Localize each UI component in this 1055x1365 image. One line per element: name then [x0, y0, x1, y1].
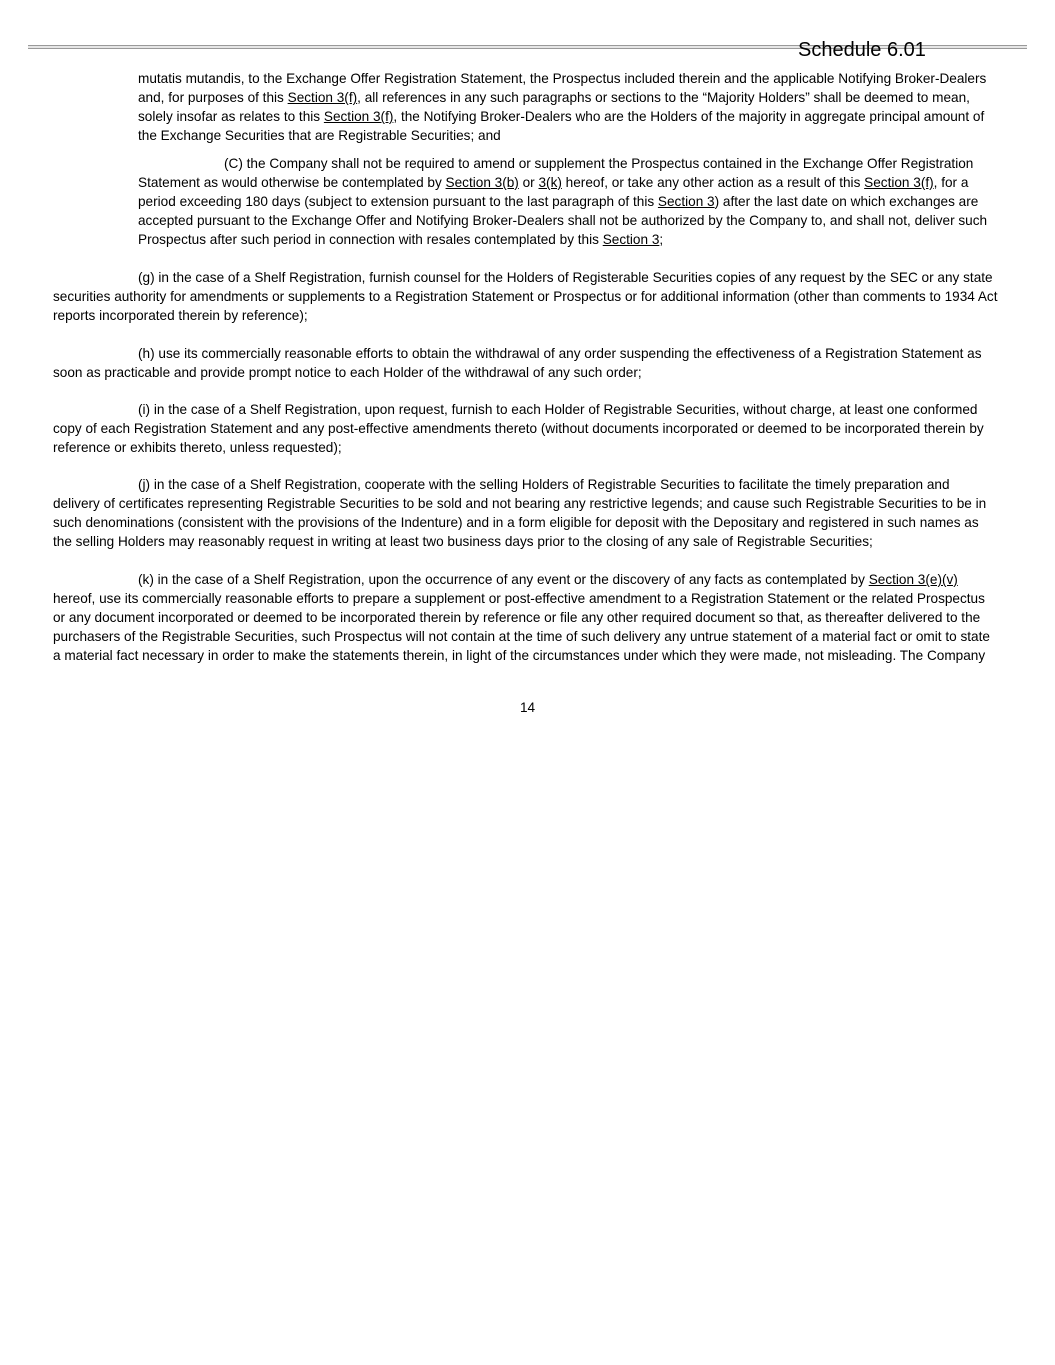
clause-h-text: (h) use its commercially reasonable efforts to obtain the withdrawal of any order suspending the effectiveness of a Registration Statement as soon as practicable and provide prompt notice to each Holder of the withdrawal of any such order;: [53, 346, 982, 380]
section-ref-3f: Section 3(f): [864, 175, 934, 190]
clause-g-text: (g) in the case of a Shelf Registration, furnish counsel for the Holders of Registerable Securities copies of any request by the SEC or any state securities authority for amendments or supplements to a Registration Statement or Prospectus or for additional information (other than comments to 1934 Act reports incorporated therein by reference);: [53, 270, 998, 323]
schedule-label: Schedule 6.01: [798, 39, 926, 61]
section-ref-3ev: Section 3(e)(v): [868, 572, 958, 587]
section-ref-3b: Section 3(b): [445, 175, 519, 190]
clause-c-text-4: , for a period exceeding 180 days (subject to extension pursuant to the last paragraph of this: [138, 175, 969, 209]
clause-j-text: (j) in the case of a Shelf Registration, cooperate with the selling Holders of Registrable Securities to facilitate the timely preparation and delivery of certificates representing Registrable Securities to be sold and not bearing any restrictive legends; and cause such Registrable Securities to be in such denominations (consistent with the provisions of the Indenture) and in a form eligible for deposit with the Depositary and registered in such names as the selling Holders may reasonably request in writing at least two business days prior to the closing of any sale of Registrable Securities;: [53, 477, 987, 549]
continuation-text-3: , the Notifying Broker-Dealers who are the Holders of the majority in aggregate principal amount of the Exchange Securities that are Registrable Securities; and: [138, 109, 985, 143]
section-ref-3: Section 3: [657, 194, 715, 209]
clause-g-paragraph: [53, 268, 999, 325]
clause-c-text-6: ;: [659, 232, 664, 247]
clause-c-text-3: hereof, or take any other action as a result of this: [561, 175, 865, 190]
clause-k-text-2: hereof, use its commercially reasonable efforts to prepare a supplement or post-effective amendment to a Registration Statement or the related Prospectus or any document incorporated or deemed to be incorporated therein by reference or file any other required document so that, as thereafter delivered to the purchasers of the Registrable Securities, such Prospectus will not contain at the time of such delivery any untrue statement of a material fact or omit to state a material fact necessary in order to make the statements therein, in light of the circumstances under which they were made, not misleading. The Company: [53, 591, 990, 663]
continuation-paragraph: [138, 69, 998, 145]
clause-k-paragraph: [53, 570, 999, 665]
clause-k-text-1: (k) in the case of a Shelf Registration, upon the occurrence of any event or the discovery of any facts as contemplated by: [138, 572, 869, 587]
clause-c-text-1: (C) the Company shall not be required to amend or supplement the Prospectus contained in the Exchange Offer Registration Statement as would otherwise be contemplated by: [138, 156, 974, 190]
section-ref-3f: Section 3(f): [323, 109, 394, 124]
clause-h-paragraph: [53, 344, 999, 382]
page-number: 14: [519, 700, 536, 715]
clause-i-paragraph: [53, 400, 999, 457]
section-ref-3f: Section 3(f): [287, 90, 358, 105]
clause-j-paragraph: [53, 475, 999, 551]
clause-c-paragraph: [138, 154, 998, 249]
clause-i-text: (i) in the case of a Shelf Registration, upon request, furnish to each Holder of Registrable Securities, without charge, at least one conformed copy of each Registration Statement and any post-effective amendments thereto (without documents incorporated or deemed to be incorporated therein by reference or exhibits thereto, unless requested);: [53, 402, 984, 455]
continuation-text-1: mutatis mutandis, to the Exchange Offer Registration Statement, the Prospectus included therein and the applicable Notifying Broker-Dealers and, for purposes of this: [138, 71, 987, 105]
clause-c-text-5: ) after the last date on which exchanges are accepted pursuant to the Exchange Offer and Notifying Broker-Dealers shall not be authorized by the Company to, and shall not, deliver such Prospectus after such period in connection with resales contemplated by this: [138, 194, 988, 247]
clause-c-text-2: or: [518, 175, 539, 190]
section-ref-3k: 3(k): [538, 175, 562, 190]
section-ref-3: Section 3: [602, 232, 660, 247]
continuation-text-2: , all references in any such paragraphs or sections to the “Majority Holders” shall be deemed to mean, solely insofar as relates to this: [138, 90, 970, 124]
